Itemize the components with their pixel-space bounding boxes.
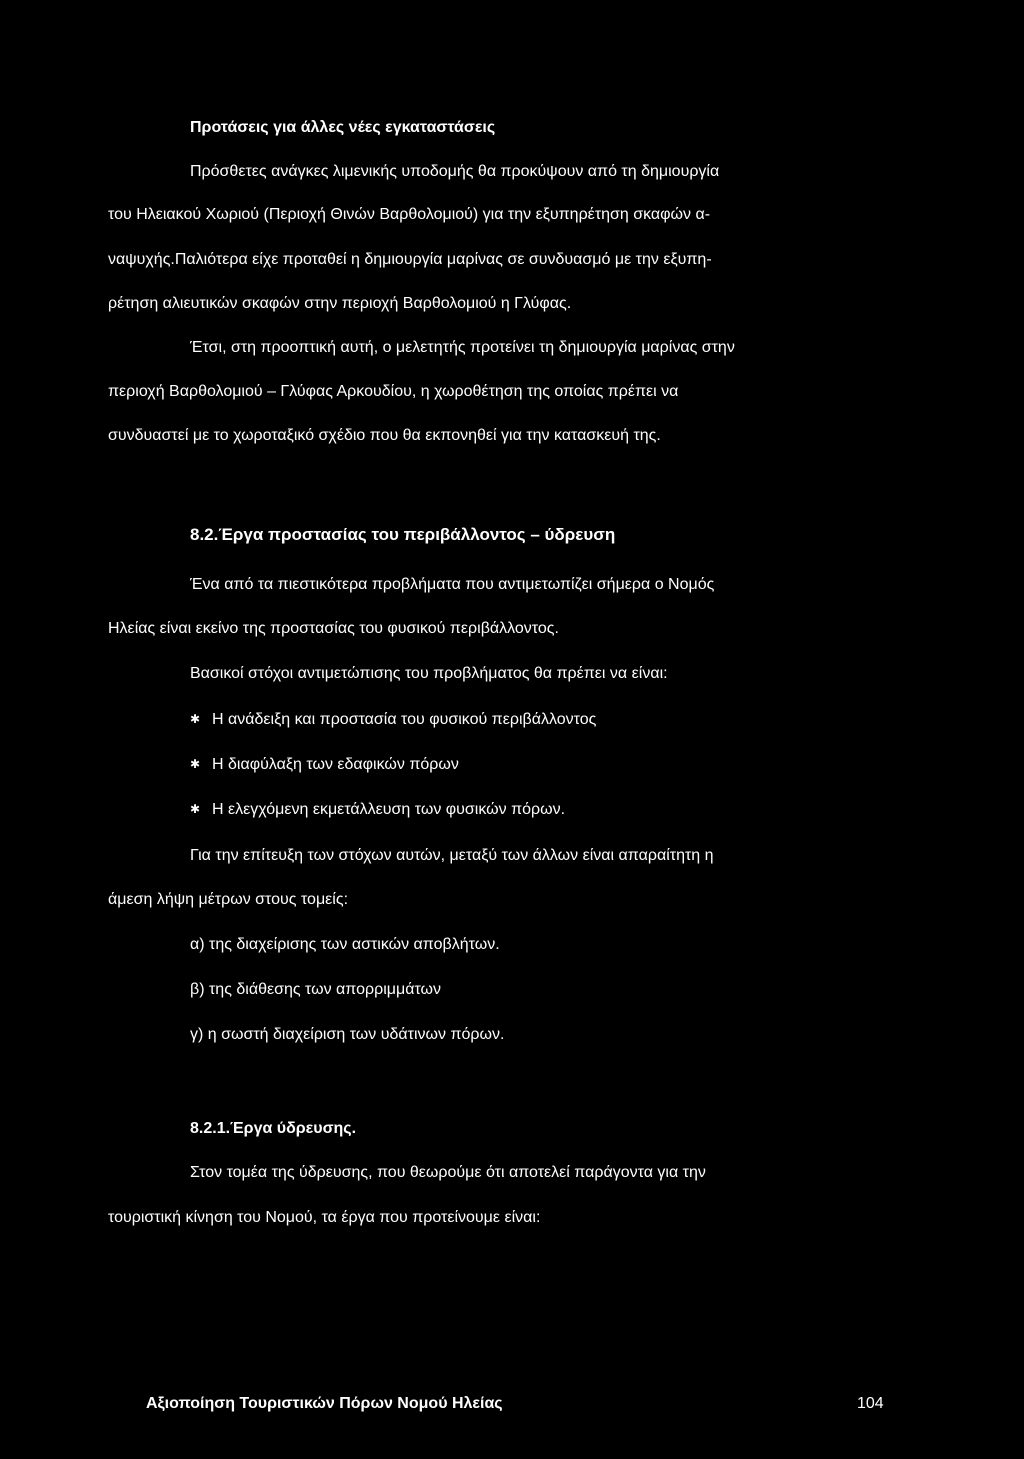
page-number: 104	[857, 1395, 884, 1412]
bullet-item	[190, 799, 565, 820]
sector-item: α) της διαχείρισης των αστικών αποβλήτων.	[190, 936, 500, 953]
paragraph-line: συνδυαστεί με το χωροταξικό σχέδιο που θα εκπονηθεί για την κατασκευή της.	[108, 427, 661, 444]
section-heading-8-2: 8.2.Έργα προστασίας του περιβάλλοντος – ύδρευση	[190, 525, 616, 544]
paragraph-line: άμεση λήψη μέτρων στους τομείς:	[108, 891, 349, 908]
paragraph-line: Ηλείας είναι εκείνο της προστασίας του φυσικού περιβάλλοντος.	[108, 620, 559, 637]
bullet-text: Η διαφύλαξη των εδαφικών πόρων	[212, 756, 459, 773]
paragraph-line: Έτσι, στη προοπτική αυτή, ο μελετητής προτείνει τη δημιουργία μαρίνας στην	[190, 339, 735, 356]
sector-item: β) της διάθεσης των απορριμμάτων	[190, 981, 442, 998]
asterisk-bullet-icon: ✱	[190, 712, 201, 726]
paragraph-line: τουριστική κίνηση του Νομού, τα έργα που προτείνουμε είναι:	[108, 1209, 541, 1226]
asterisk-bullet-icon: ✱	[190, 757, 201, 771]
sector-item: γ) η σωστή διαχείριση των υδάτινων πόρων.	[190, 1026, 505, 1043]
paragraph-line: Στον τομέα της ύδρευσης, που θεωρούμε ότι αποτελεί παράγοντα για την	[190, 1164, 706, 1181]
paragraph-line: ναψυχής.Παλιότερα είχε προταθεί η δημιουργία μαρίνας σε συνδυασμό με την εξυπη-	[108, 251, 712, 268]
section-heading-8-2-1: 8.2.1.Έργα ύδρευσης.	[190, 1120, 357, 1137]
paragraph-line: Για την επίτευξη των στόχων αυτών, μεταξύ των άλλων είναι απαραίτητη η	[190, 847, 714, 864]
bullet-text: Η ελεγχόμενη εκμετάλλευση των φυσικών πόρων.	[212, 801, 566, 818]
paragraph-line: Πρόσθετες ανάγκες λιμενικής υποδομής θα προκύψουν από τη δημιουργία	[190, 163, 720, 180]
paragraph-line: του Ηλειακού Χωριού (Περιοχή Θινών Βαρθολομιού) για την εξυπηρέτηση σκαφών α-	[108, 206, 711, 223]
paragraph-line: ρέτηση αλιευτικών σκαφών στην περιοχή Βαρθολομιού η Γλύφας.	[108, 295, 572, 312]
bullet-item	[190, 709, 596, 730]
bullet-item	[190, 754, 459, 775]
goals-intro: Βασικοί στόχοι αντιμετώπισης του προβλήματος θα πρέπει να είναι:	[190, 665, 668, 682]
section-heading-proposals: Προτάσεις για άλλες νέες εγκαταστάσεις	[190, 119, 496, 136]
bullet-text: Η ανάδειξη και προστασία του φυσικού περιβάλλοντος	[212, 711, 597, 728]
asterisk-bullet-icon: ✱	[190, 802, 201, 816]
paragraph-line: περιοχή Βαρθολομιού – Γλύφας Αρκουδίου, η χωροθέτηση της οποίας πρέπει να	[108, 383, 679, 400]
paragraph-line: Ένα από τα πιεστικότερα προβλήματα που αντιμετωπίζει σήμερα ο Νομός	[190, 576, 715, 593]
footer-title: Αξιοποίηση Τουριστικών Πόρων Νομού Ηλείας	[146, 1395, 503, 1412]
